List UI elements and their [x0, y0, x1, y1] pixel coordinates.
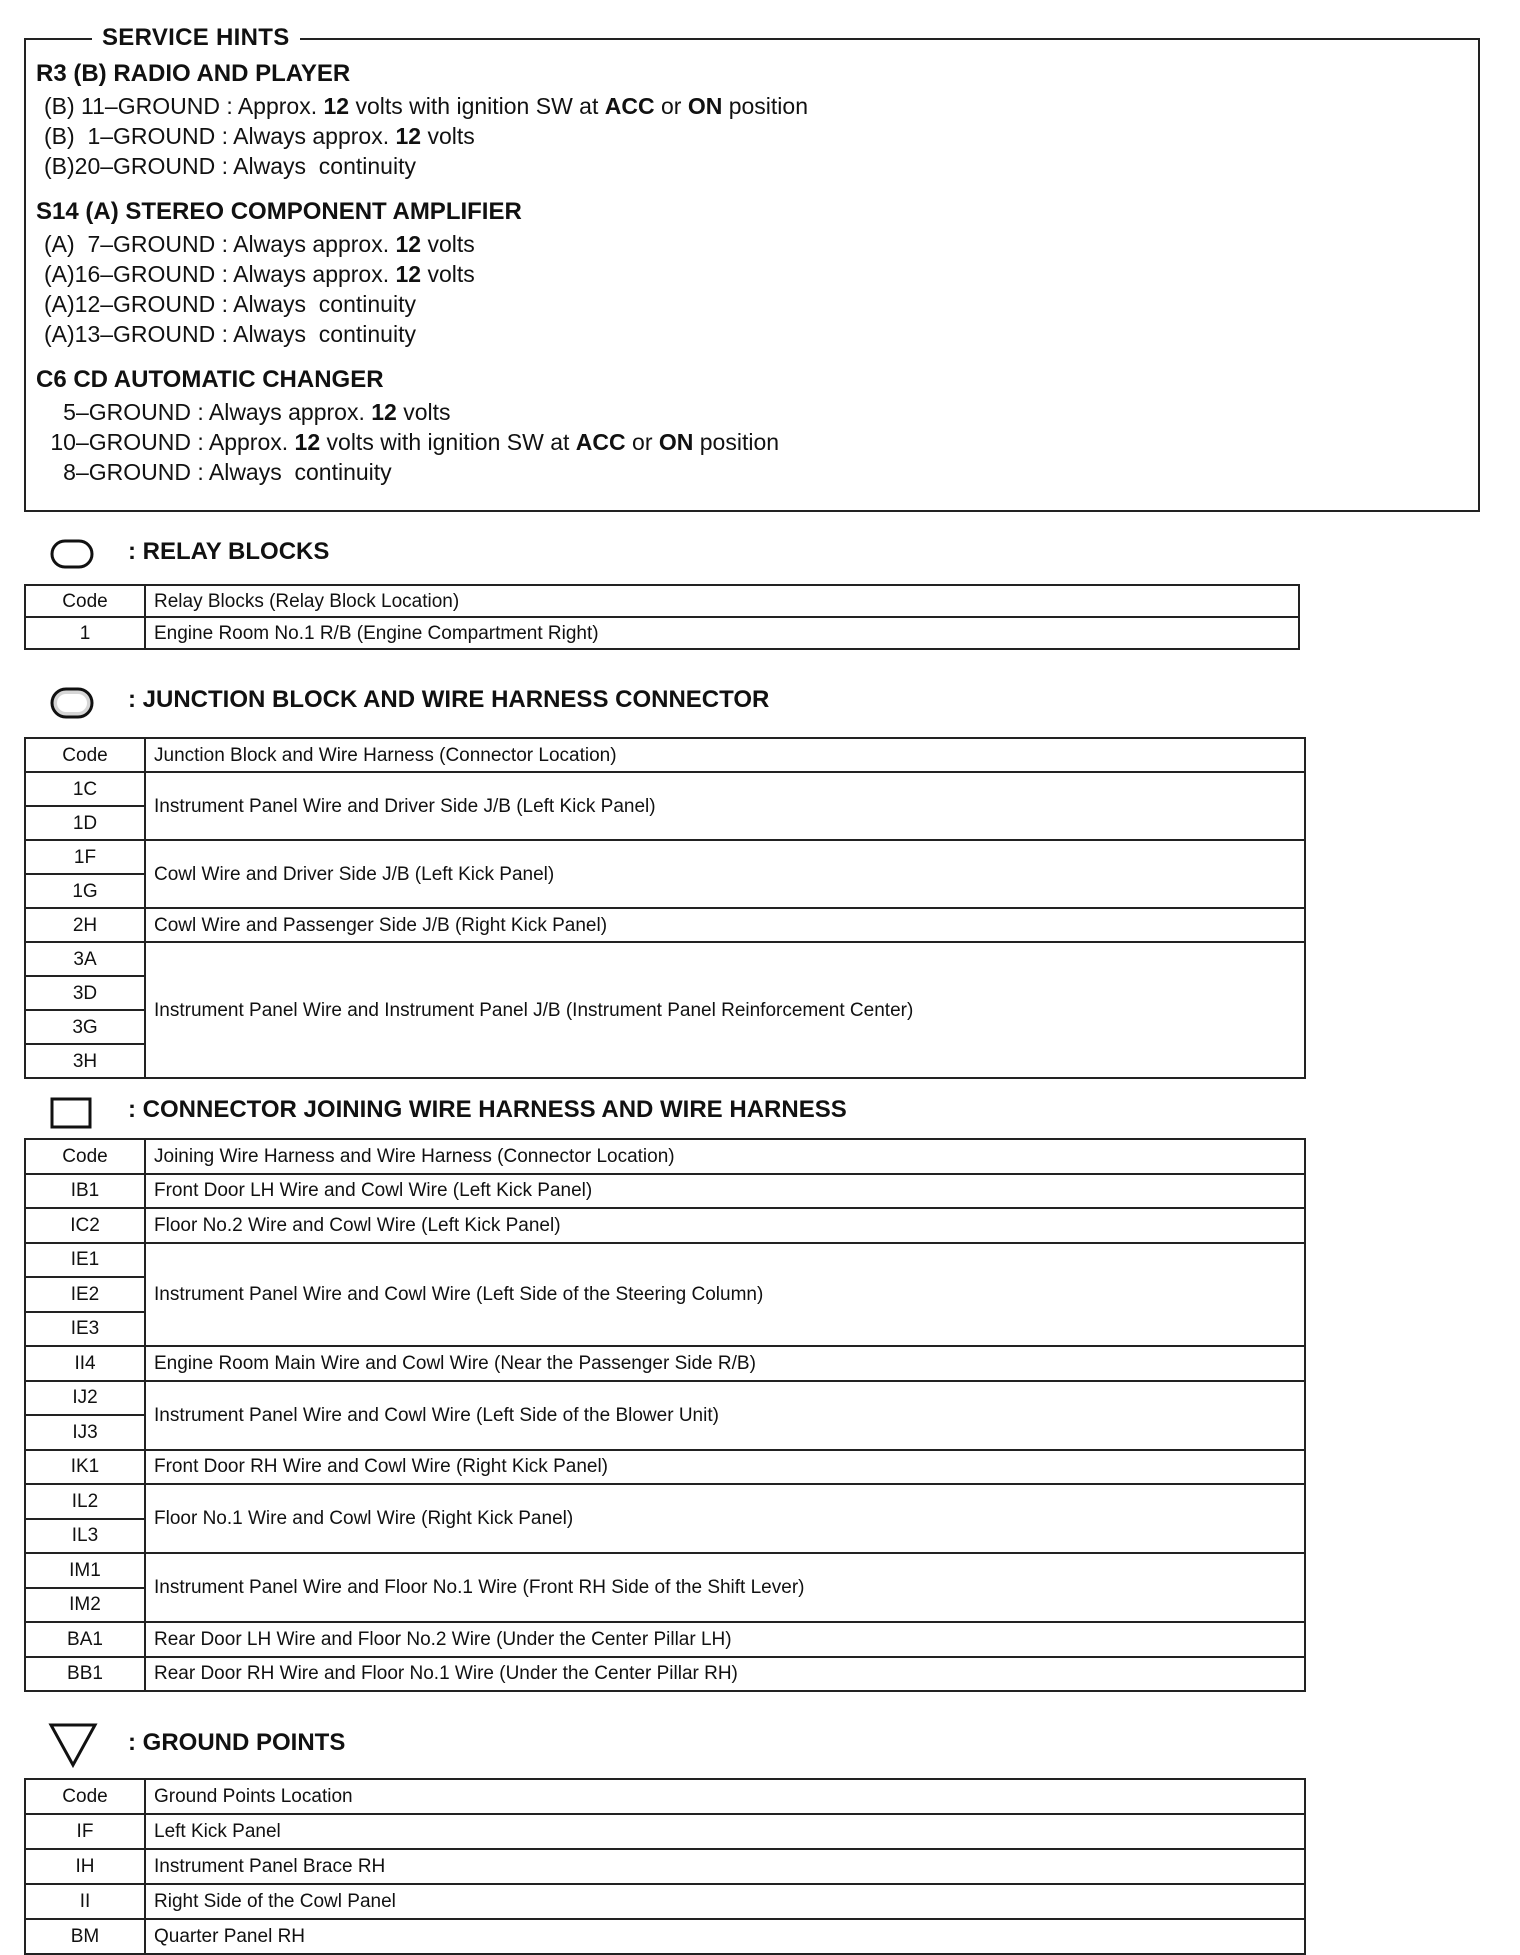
location-cell: Cowl Wire and Passenger Side J/B (Right Kick Panel)	[145, 908, 1305, 942]
hint-text: volts	[396, 399, 451, 425]
hint-value-bold: ACC	[604, 93, 655, 119]
service-hint-line	[44, 152, 416, 180]
location-cell: Engine Room Main Wire and Cowl Wire (Near the Passenger Side R/B)	[145, 1346, 1305, 1381]
hint-text: position	[693, 429, 780, 455]
ground-points-table	[24, 1778, 1306, 1955]
hint-value-bold: ACC	[575, 429, 626, 455]
hint-text: (A) 7–GROUND : Always approx.	[44, 231, 396, 257]
table-row	[25, 1450, 1305, 1485]
code-cell: 1F	[25, 840, 145, 874]
location-header: Joining Wire Harness and Wire Harness (Connector Location)	[145, 1139, 1305, 1174]
hint-value-bold: 12	[395, 231, 422, 257]
hint-text: or	[654, 93, 688, 119]
location-cell: Right Side of the Cowl Panel	[145, 1884, 1305, 1919]
code-cell: 2H	[25, 908, 145, 942]
code-cell: 3G	[25, 1010, 145, 1044]
code-cell: IK1	[25, 1450, 145, 1485]
code-cell: 3A	[25, 942, 145, 976]
table-row	[25, 1919, 1305, 1954]
code-cell: 3H	[25, 1044, 145, 1078]
relay-blocks-table	[24, 584, 1300, 650]
code-cell: 1G	[25, 874, 145, 908]
location-cell: Rear Door LH Wire and Floor No.2 Wire (Under the Center Pillar LH)	[145, 1622, 1305, 1657]
connector-heading: : CONNECTOR JOINING WIRE HARNESS AND WIRE HARNESS	[128, 1096, 847, 1123]
hint-value-bold: 12	[395, 123, 422, 149]
table-row	[25, 1346, 1305, 1381]
code-cell: IM2	[25, 1588, 145, 1623]
table-row	[25, 1174, 1305, 1209]
table-header-row	[25, 738, 1305, 772]
code-cell: IE1	[25, 1243, 145, 1278]
hint-text: volts	[421, 231, 475, 257]
hint-text: 8–GROUND : Always continuity	[44, 459, 392, 485]
service-hint-line	[44, 92, 808, 120]
location-cell: Floor No.1 Wire and Cowl Wire (Right Kick Panel)	[145, 1484, 1305, 1553]
table-header-row	[25, 585, 1299, 617]
code-cell: 1D	[25, 806, 145, 840]
location-cell: Cowl Wire and Driver Side J/B (Left Kick Panel)	[145, 840, 1305, 908]
service-hint-line	[44, 122, 475, 150]
service-hint-heading: C6 CD AUTOMATIC CHANGER	[36, 366, 384, 393]
code-cell: IH	[25, 1849, 145, 1884]
hint-text: volts with ignition SW at	[320, 429, 576, 455]
hint-text: or	[625, 429, 659, 455]
hint-text: (B) 1–GROUND : Always approx.	[44, 123, 396, 149]
table-row	[25, 1622, 1305, 1657]
junction-block-table	[24, 737, 1306, 1079]
code-cell: BB1	[25, 1657, 145, 1692]
code-cell: IL3	[25, 1519, 145, 1554]
location-header: Junction Block and Wire Harness (Connector Location)	[145, 738, 1305, 772]
code-cell: IJ3	[25, 1415, 145, 1450]
hint-value-bold: 12	[323, 93, 350, 119]
hint-text: (B)20–GROUND : Always continuity	[44, 153, 416, 179]
location-cell: Rear Door RH Wire and Floor No.1 Wire (Under the Center Pillar RH)	[145, 1657, 1305, 1692]
relay-blocks-heading: : RELAY BLOCKS	[128, 538, 330, 565]
location-cell: Instrument Panel Brace RH	[145, 1849, 1305, 1884]
code-cell: IC2	[25, 1208, 145, 1243]
shaded-rounded-rectangle-icon	[50, 686, 94, 720]
hint-text: volts	[421, 261, 475, 287]
connector-table	[24, 1138, 1306, 1692]
ground-points-heading: : GROUND POINTS	[128, 1729, 346, 1756]
code-cell: IF	[25, 1814, 145, 1849]
hint-text: volts	[421, 123, 475, 149]
hint-text: volts with ignition SW at	[349, 93, 605, 119]
code-cell: BA1	[25, 1622, 145, 1657]
location-cell: Left Kick Panel	[145, 1814, 1305, 1849]
location-cell: Floor No.2 Wire and Cowl Wire (Left Kick Panel)	[145, 1208, 1305, 1243]
hint-value-bold: ON	[658, 429, 694, 455]
code-cell: BM	[25, 1919, 145, 1954]
service-hint-heading: S14 (A) STEREO COMPONENT AMPLIFIER	[36, 198, 522, 225]
table-row	[25, 1381, 1305, 1416]
location-cell: Instrument Panel Wire and Driver Side J/B (Left Kick Panel)	[145, 772, 1305, 840]
code-cell: IE3	[25, 1312, 145, 1347]
code-header: Code	[25, 1779, 145, 1814]
table-header-row	[25, 1779, 1305, 1814]
service-hint-line	[44, 320, 416, 348]
hint-text: 5–GROUND : Always approx.	[44, 399, 372, 425]
code-header: Code	[25, 585, 145, 617]
hint-value-bold: ON	[687, 93, 723, 119]
location-cell: Front Door LH Wire and Cowl Wire (Left Kick Panel)	[145, 1174, 1305, 1209]
triangle-down-icon	[48, 1722, 98, 1768]
code-cell: IB1	[25, 1174, 145, 1209]
table-row	[25, 908, 1305, 942]
hint-text: position	[722, 93, 808, 119]
table-row	[25, 772, 1305, 806]
code-cell: II	[25, 1884, 145, 1919]
service-hint-line	[44, 458, 392, 486]
location-cell: Instrument Panel Wire and Floor No.1 Wire (Front RH Side of the Shift Lever)	[145, 1553, 1305, 1622]
service-hint-line	[44, 428, 779, 456]
location-cell: Instrument Panel Wire and Cowl Wire (Left Side of the Steering Column)	[145, 1243, 1305, 1347]
code-cell: 1C	[25, 772, 145, 806]
table-row	[25, 840, 1305, 874]
table-row	[25, 1884, 1305, 1919]
code-cell: 1	[25, 617, 145, 649]
hint-value-bold: 12	[371, 399, 397, 425]
table-row	[25, 1553, 1305, 1588]
service-hints-title: SERVICE HINTS	[92, 24, 300, 52]
service-hint-line	[44, 290, 416, 318]
location-header: Relay Blocks (Relay Block Location)	[145, 585, 1299, 617]
location-cell: Instrument Panel Wire and Cowl Wire (Left Side of the Blower Unit)	[145, 1381, 1305, 1450]
code-cell: IE2	[25, 1277, 145, 1312]
hint-text: (A)12–GROUND : Always continuity	[44, 291, 416, 317]
code-cell: IM1	[25, 1553, 145, 1588]
hint-text: (A)16–GROUND : Always approx.	[44, 261, 396, 287]
rounded-rectangle-icon	[50, 538, 94, 570]
location-cell: Instrument Panel Wire and Instrument Panel J/B (Instrument Panel Reinforcement Center)	[145, 942, 1305, 1078]
table-row	[25, 1208, 1305, 1243]
service-hint-heading: R3 (B) RADIO AND PLAYER	[36, 60, 351, 87]
table-row	[25, 1657, 1305, 1692]
code-cell: IL2	[25, 1484, 145, 1519]
hint-value-bold: 12	[395, 261, 422, 287]
code-cell: IJ2	[25, 1381, 145, 1416]
location-cell: Engine Room No.1 R/B (Engine Compartment Right)	[145, 617, 1299, 649]
service-hint-line	[44, 260, 475, 288]
hint-text: (B) 11–GROUND : Approx.	[44, 93, 324, 119]
table-row	[25, 1484, 1305, 1519]
table-header-row	[25, 1139, 1305, 1174]
hint-text: (A)13–GROUND : Always continuity	[44, 321, 416, 347]
table-row	[25, 1243, 1305, 1278]
code-cell: II4	[25, 1346, 145, 1381]
service-hint-line	[44, 398, 451, 426]
code-header: Code	[25, 1139, 145, 1174]
hint-text: 10–GROUND : Approx.	[44, 429, 295, 455]
code-cell: 3D	[25, 976, 145, 1010]
code-header: Code	[25, 738, 145, 772]
location-cell: Quarter Panel RH	[145, 1919, 1305, 1954]
location-header: Ground Points Location	[145, 1779, 1305, 1814]
service-hint-line	[44, 230, 475, 258]
table-row	[25, 1814, 1305, 1849]
table-row	[25, 1849, 1305, 1884]
table-row	[25, 942, 1305, 976]
table-row	[25, 617, 1299, 649]
location-cell: Front Door RH Wire and Cowl Wire (Right Kick Panel)	[145, 1450, 1305, 1485]
square-icon	[50, 1096, 92, 1130]
junction-block-heading: : JUNCTION BLOCK AND WIRE HARNESS CONNECTOR	[128, 686, 770, 713]
hint-value-bold: 12	[294, 429, 321, 455]
